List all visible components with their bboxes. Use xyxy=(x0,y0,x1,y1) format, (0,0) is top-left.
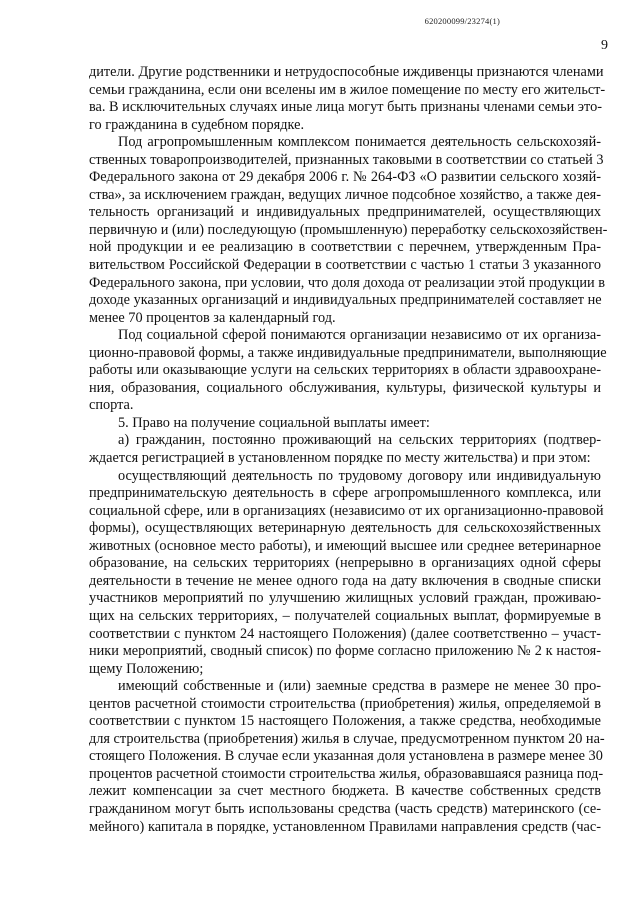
text-line: щих на сельских территориях, – получателей социальных выплат, формируемые в xyxy=(89,607,601,624)
text-line: тельность организаций и индивидуальных предпринимателей, осуществляющих xyxy=(89,204,601,221)
text-line: осуществляющий деятельность по трудовому договору или индивидуальную xyxy=(118,467,601,484)
text-line: Под агропромышленным комплексом понимается деятельность сельскохозяй- xyxy=(118,134,601,151)
page-number: 9 xyxy=(601,38,608,53)
paragraph-item-5 xyxy=(89,415,601,433)
text-line: ники мероприятий, сводный список) по форме согласно приложению № 2 к настоя- xyxy=(89,643,601,660)
text-line: го гражданина в судебном порядке. xyxy=(89,116,305,133)
text-line: доходе указанных организаций и индивидуальных предпринимателей составляет не xyxy=(89,292,602,309)
text-line: соответствии с пунктом 24 настоящего Положения) (далее соответственно – участ- xyxy=(89,625,601,642)
text-line: соответствии с пунктом 15 настоящего Положения, а также средства, необходимые xyxy=(89,713,601,730)
text-line: деятельности в течение не менее одного года на дату включения в сводные списки xyxy=(89,572,601,589)
text-line: лежит компенсации за счет местного бюджета. В качестве собственных средств xyxy=(89,783,601,800)
text-line: ства», за исключением граждан, ведущих личное подсобное хозяйство, а также дея- xyxy=(89,186,601,203)
text-line: мейного) капитала в порядке, установленном Правилами направления средств (час- xyxy=(89,818,601,835)
paragraph-social-sphere xyxy=(89,327,607,415)
paragraph-employment-condition xyxy=(89,467,604,679)
text-line: гражданином могут быть использованы средства (часть средств) материнского (се- xyxy=(89,800,601,817)
paragraph-subitem-a xyxy=(89,432,601,467)
text-line: центов расчетной стоимости строительства (приобретения) жилья, определяемой в xyxy=(89,695,601,712)
text-line: спорта. xyxy=(89,397,134,414)
text-line: формы), осуществляющих ветеринарную деятельность для сельскохозяйственных xyxy=(89,520,601,537)
text-line: ва. В исключительных случаях иные лица могут быть признаны членами семьи это- xyxy=(89,99,602,116)
text-line: для строительства (приобретения) жилья в случае, предусмотренном пунктом 20 на- xyxy=(89,730,605,747)
text-line: Под социальной сферой понимаются организации независимо от их организа- xyxy=(118,327,601,344)
text-line: первичную и (или) последующую (промышленную) переработку сельскохозяйствен- xyxy=(89,221,608,238)
text-line: ственных товаропроизводителей, признанных таковыми в соответствии со статьей 3 xyxy=(89,151,604,168)
text-line: ной продукции и ее реализацию в соответствии с перечнем, утвержденным Пра- xyxy=(89,239,601,256)
paragraph-own-funds-condition xyxy=(89,678,605,836)
paragraph-agro-complex xyxy=(89,134,608,327)
text-line: социальной сфере, или в организациях (независимо от их организационно-правовой xyxy=(89,502,604,519)
text-line: процентов расчетной стоимости строительства жилья, образовавшаяся разница под- xyxy=(89,765,604,782)
text-line: Федерального закона, при условии, что доля дохода от реализации этой продукции в xyxy=(89,274,605,291)
text-line: предпринимательскую деятельность в сфере агропромышленного комплекса, или xyxy=(89,485,601,502)
text-line: стоящего Положения. В случае если указанная доля установлена в размере менее 30 xyxy=(89,748,603,765)
text-line: а) гражданин, постоянно проживающий на сельских территориях (подтвер- xyxy=(118,432,601,449)
text-line: менее 70 процентов за календарный год. xyxy=(89,309,336,326)
text-line: Федерального закона от 29 декабря 2006 г. № 264-ФЗ «О развитии сельского хозяй- xyxy=(89,169,601,186)
text-line: образование, на сельских территориях (непрерывно в организациях одной сферы xyxy=(89,555,601,572)
text-line: 5. Право на получение социальной выплаты имеет: xyxy=(118,414,430,431)
text-line: вительством Российской Федерации в соответствии с частью 1 статьи 3 указанного xyxy=(89,257,601,274)
text-line: ния, образования, социального обслуживания, культуры, физической культуры и xyxy=(89,379,601,396)
document-body xyxy=(89,64,608,836)
text-line: ждается регистрацией в установленном порядке по месту жительства) и при этом: xyxy=(89,450,591,467)
text-line: участников мероприятий по улучшению жилищных условий граждан, проживаю- xyxy=(89,590,601,607)
text-line: ционно-правовой формы, а также индивидуальные предприниматели, выполняющие xyxy=(89,344,607,361)
paragraph-family-members xyxy=(89,64,606,134)
text-line: имеющий собственные и (или) заемные средства в размере не менее 30 про- xyxy=(118,678,601,695)
text-line: щему Положению; xyxy=(89,660,204,677)
text-line: работы или оказывающие услуги на сельских территориях в области здравоохране- xyxy=(89,362,601,379)
text-line: дители. Другие родственники и нетрудоспособные иждивенцы признаются членами xyxy=(89,64,604,80)
document-code: 620200099/23274(1) xyxy=(424,16,500,26)
text-line: семьи гражданина, если они вселены им в жилое помещение по месту его жительст- xyxy=(89,81,606,98)
text-line: животных (основное место работы), и имеющий высшее или среднее ветеринарное xyxy=(89,537,601,554)
